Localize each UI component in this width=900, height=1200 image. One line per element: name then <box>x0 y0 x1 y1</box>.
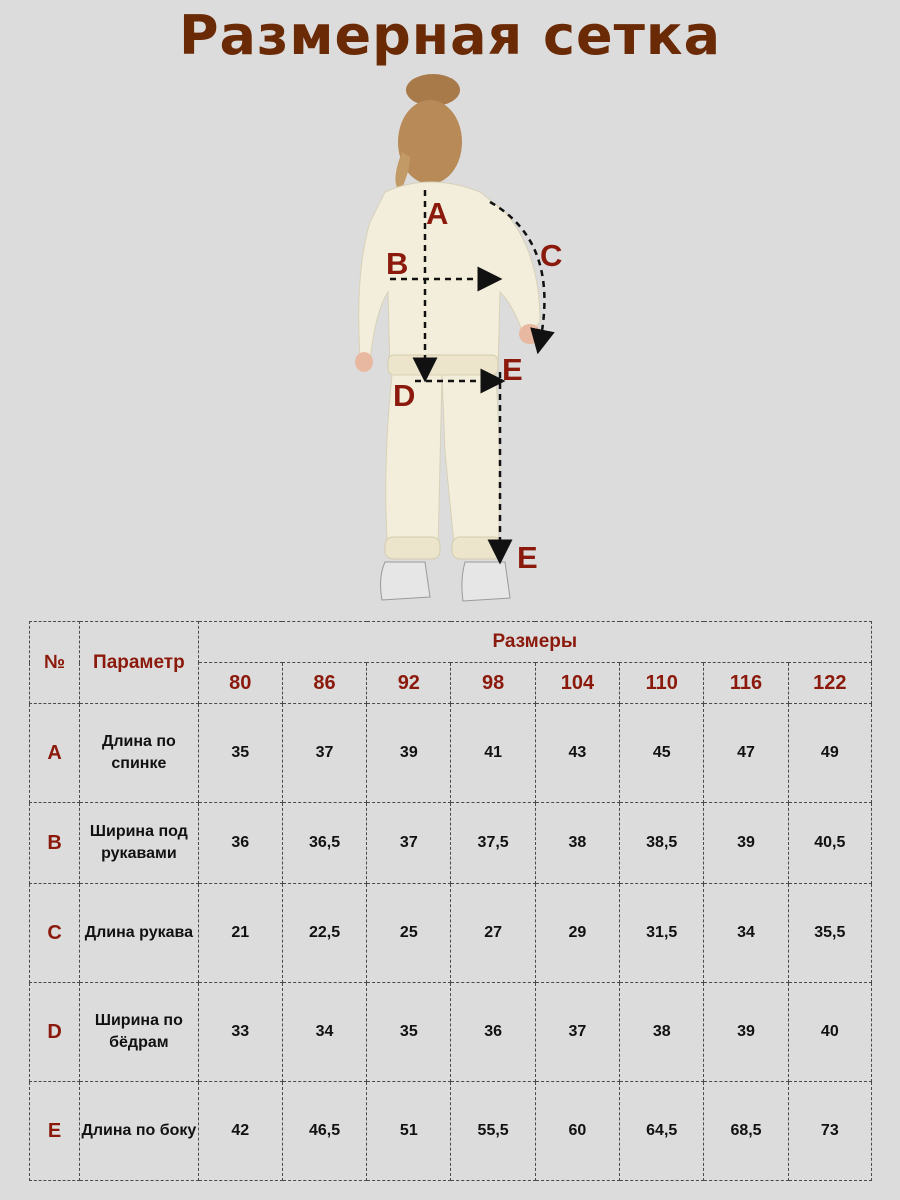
size-header: 104 <box>535 663 619 704</box>
size-chart-table <box>29 621 872 1181</box>
table-cell: 37 <box>367 803 451 884</box>
child-back-view-icon <box>330 72 590 607</box>
table-row <box>30 803 872 884</box>
table-cell: 35,5 <box>788 884 871 983</box>
table-cell: 29 <box>535 884 619 983</box>
table-cell: 36 <box>198 803 282 884</box>
table-cell: 51 <box>367 1082 451 1181</box>
table-cell: 34 <box>282 983 366 1082</box>
row-parameter: Длина рукава <box>80 884 198 983</box>
table-cell: 45 <box>620 704 704 803</box>
size-header: 98 <box>451 663 535 704</box>
table-cell: 33 <box>198 983 282 1082</box>
header-sizes: Размеры <box>198 622 871 663</box>
table-cell: 34 <box>704 884 788 983</box>
measure-label-e-bottom: E <box>517 540 538 575</box>
page-title: Размерная сетка <box>178 4 722 67</box>
table-cell: 38 <box>535 803 619 884</box>
table-cell: 31,5 <box>620 884 704 983</box>
table-cell: 36 <box>451 983 535 1082</box>
row-code: C <box>30 884 80 983</box>
child-figure-illustration <box>330 72 590 607</box>
measure-label-d: D <box>393 378 416 413</box>
header-parameter: Параметр <box>80 622 198 704</box>
table-cell: 38 <box>620 983 704 1082</box>
table-cell: 73 <box>788 1082 871 1181</box>
row-parameter: Ширина по бёдрам <box>80 983 198 1082</box>
row-parameter: Длина по спинке <box>80 704 198 803</box>
table-cell: 64,5 <box>620 1082 704 1181</box>
table-cell: 39 <box>704 803 788 884</box>
measure-label-c: C <box>540 238 563 273</box>
row-code: A <box>30 704 80 803</box>
measure-label-e-top: E <box>502 352 523 387</box>
table-cell: 49 <box>788 704 871 803</box>
table-cell: 36,5 <box>282 803 366 884</box>
row-code: B <box>30 803 80 884</box>
measure-label-a: A <box>426 196 449 231</box>
table-row <box>30 704 872 803</box>
table-cell: 68,5 <box>704 1082 788 1181</box>
size-header: 80 <box>198 663 282 704</box>
size-header: 122 <box>788 663 871 704</box>
table-cell: 39 <box>704 983 788 1082</box>
table-cell: 35 <box>198 704 282 803</box>
row-parameter: Ширина под рукавами <box>80 803 198 884</box>
table-cell: 37,5 <box>451 803 535 884</box>
table-cell: 43 <box>535 704 619 803</box>
table-cell: 41 <box>451 704 535 803</box>
table-cell: 55,5 <box>451 1082 535 1181</box>
row-parameter: Длина по боку <box>80 1082 198 1181</box>
table-cell: 38,5 <box>620 803 704 884</box>
size-header: 86 <box>282 663 366 704</box>
table-cell: 27 <box>451 884 535 983</box>
table-cell: 35 <box>367 983 451 1082</box>
table-cell: 39 <box>367 704 451 803</box>
row-code: D <box>30 983 80 1082</box>
table-cell: 25 <box>367 884 451 983</box>
row-code: E <box>30 1082 80 1181</box>
table-cell: 40 <box>788 983 871 1082</box>
size-header: 110 <box>620 663 704 704</box>
header-number: № <box>30 622 80 704</box>
size-header: 116 <box>704 663 788 704</box>
table-cell: 21 <box>198 884 282 983</box>
table-row <box>30 1082 872 1181</box>
table-cell: 42 <box>198 1082 282 1181</box>
size-header: 92 <box>367 663 451 704</box>
table-row <box>30 983 872 1082</box>
table-cell: 40,5 <box>788 803 871 884</box>
table-cell: 47 <box>704 704 788 803</box>
table-cell: 46,5 <box>282 1082 366 1181</box>
table-cell: 37 <box>282 704 366 803</box>
table-row <box>30 884 872 983</box>
table-cell: 60 <box>535 1082 619 1181</box>
measure-label-b: B <box>386 246 409 281</box>
table-cell: 37 <box>535 983 619 1082</box>
table-cell: 22,5 <box>282 884 366 983</box>
